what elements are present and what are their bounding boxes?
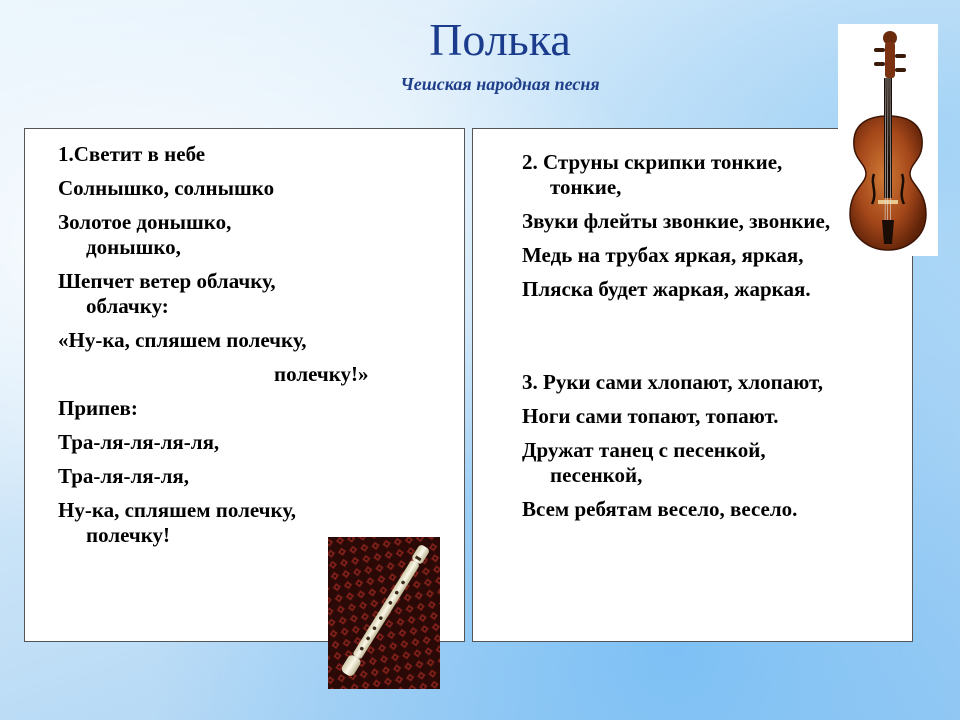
verse-line-text: Тра-ля-ля-ля, [58, 464, 190, 488]
verse-line [58, 269, 369, 319]
verse-line-text: Золотое донышко, [58, 210, 232, 234]
verse-line-text: Тра-ля-ля-ля-ля, [58, 430, 220, 454]
verse-line [522, 209, 830, 234]
verse-line-text: Шепчет ветер облачку, [58, 269, 276, 293]
verse-line-text: 1.Светит в небе [58, 142, 206, 166]
verse-line [522, 404, 823, 429]
verse-line-text: 3. Руки сами хлопают, хлопают, [522, 370, 824, 394]
verse-line [58, 142, 369, 167]
verse-line [58, 328, 369, 353]
verse-line [58, 464, 369, 489]
verse-3-lines [522, 370, 823, 531]
verse-line-continuation: полечку! [86, 523, 171, 547]
chorus-label: Припев: [58, 396, 138, 420]
verse-line-text: Пляска будет жаркая, жаркая. [522, 277, 811, 301]
verse-line-text: Солнышко, солнышко [58, 176, 275, 200]
verse-line-continuation: песенкой, [550, 463, 643, 487]
verse-1-lines [58, 142, 369, 557]
verse-line-text: Ну-ка, спляшем полечку, [58, 498, 296, 522]
verse-line [522, 150, 830, 200]
verse-line [522, 243, 830, 268]
verse-line-text: Ноги сами топают, топают. [522, 404, 779, 428]
recorder-flute-icon [328, 537, 440, 689]
page-subtitle: Чешская народная песня [400, 74, 600, 94]
verse-line [522, 497, 823, 522]
verse-line [58, 210, 369, 260]
verse-line-continuation: тонкие, [550, 175, 622, 199]
verse-line [58, 498, 369, 548]
verse-line [58, 176, 369, 201]
verse-line-text: 2. Струны скрипки тонкие, [522, 150, 783, 174]
verse-line [58, 396, 369, 421]
verse-line [522, 277, 830, 302]
verse-line [58, 430, 369, 455]
verse-line-text: Медь на трубах яркая, яркая, [522, 243, 804, 267]
verse-line-text: Звуки флейты звонкие, звонкие, [522, 209, 831, 233]
verse-line [58, 362, 369, 387]
verse-line-text: полечку!» [274, 362, 369, 386]
verse-line [522, 438, 823, 488]
flute-image [328, 537, 440, 689]
page-title: Полька [429, 14, 571, 65]
violin-icon [838, 24, 938, 256]
verse-line-text: Дружат танец с песенкой, [522, 438, 766, 462]
verse-line-text: Всем ребятам весело, весело. [522, 497, 798, 521]
verse-line-text: «Ну-ка, спляшем полечку, [58, 328, 307, 352]
verse-line [522, 370, 823, 395]
violin-image [838, 24, 938, 256]
verse-line-continuation: донышко, [86, 235, 181, 259]
verse-line-continuation: облачку: [86, 294, 169, 318]
verse-2-lines [522, 150, 830, 311]
